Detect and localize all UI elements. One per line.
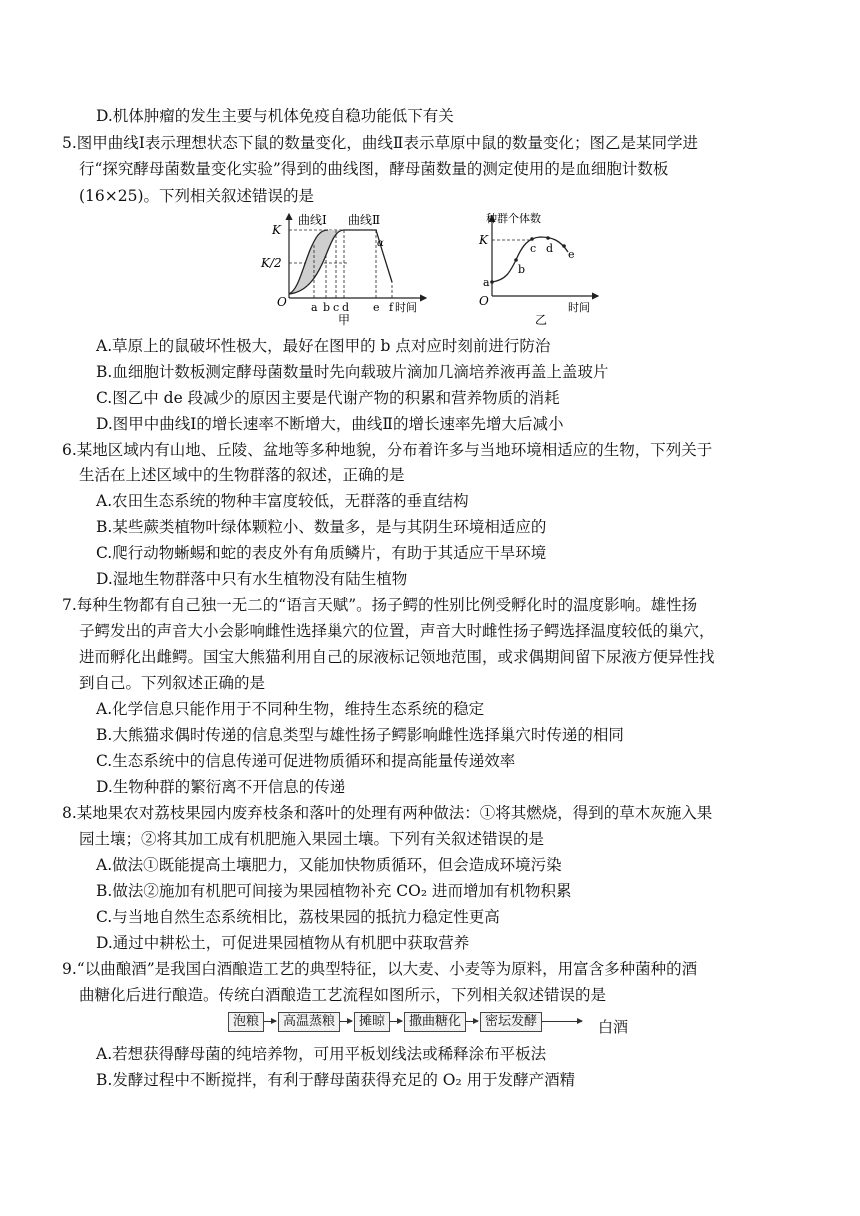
q7-option-c: C.生态系统中的信息传递可促进物质循环和提高能量传递效率 bbox=[96, 752, 516, 770]
flow-arrow-4 bbox=[466, 1021, 478, 1022]
fig-yi-x-axis-label: 时间 bbox=[568, 301, 590, 314]
fig-jia-k2-label: K/2 bbox=[261, 256, 282, 270]
flow-step-3: 摊晾 bbox=[354, 1012, 390, 1032]
figure-yi bbox=[470, 210, 600, 328]
flow-arrow-5 bbox=[542, 1021, 582, 1022]
prev-question-option-d: D.机体肿瘤的发生主要与机体免疫自稳功能低下有关 bbox=[96, 107, 454, 125]
fig-yi-point-d: d bbox=[546, 242, 554, 255]
q8-option-d: D.通过中耕松土，可促进果园植物从有机肥中获取营养 bbox=[96, 934, 470, 952]
flow-arrow-1 bbox=[264, 1021, 276, 1022]
q5-option-d: D.图甲中曲线Ⅰ的增长速率不断增大，曲线Ⅱ的增长速率先增大后减小 bbox=[96, 415, 564, 433]
q6-stem-line-2: 生活在上述区域中的生物群落的叙述，正确的是 bbox=[79, 466, 405, 484]
fig-jia-tick-c: c bbox=[333, 301, 340, 314]
q9-option-a: A.若想获得酵母菌的纯培养物，可用平板划线法或稀释涂布平板法 bbox=[96, 1045, 547, 1063]
q6-stem-line-1: 6.某地区域内有山地、丘陵、盆地等多种地貌，分布着许多与当地环境相适应的生物，下列关于 bbox=[62, 441, 713, 459]
flow-arrow-3 bbox=[390, 1021, 402, 1022]
fig-yi-y-axis-label: 种群个体数 bbox=[486, 212, 541, 225]
q5-option-a: A.草原上的鼠破坏性极大，最好在图甲的 b 点对应时刻前进行防治 bbox=[96, 337, 551, 355]
q7-stem-line-1: 7.每种生物都有自己独一无二的“语言天赋”。扬子鳄的性别比例受孵化时的温度影响。雄性扬 bbox=[62, 596, 698, 614]
q9-stem-line-1: 9.“以曲酿酒”是我国白酒酿造工艺的典型特征，以大麦、小麦等为原料，用富含多种菌种的酒 bbox=[62, 960, 698, 978]
q5-stem-line-3: (16×25)。下列相关叙述错误的是 bbox=[79, 187, 315, 205]
q7-stem-line-4: 到自己。下列叙述正确的是 bbox=[79, 674, 266, 692]
fig-jia-caption: 甲 bbox=[338, 313, 351, 327]
flow-step-5: 密坛发酵 bbox=[480, 1012, 542, 1032]
fig-jia-origin-label: O bbox=[277, 295, 287, 309]
fig-yi-caption: 乙 bbox=[535, 313, 548, 327]
figure-jia bbox=[258, 210, 428, 328]
q6-option-a: A.农田生态系统的物种丰富度较低，无群落的垂直结构 bbox=[96, 492, 469, 510]
flow-step-2: 高温蒸粮 bbox=[278, 1012, 340, 1032]
fig-jia-k-label: K bbox=[272, 223, 281, 237]
fig-jia-tick-a: a bbox=[311, 301, 318, 314]
q5-option-b: B.血细胞计数板测定酵母菌数量时先向载玻片滴加几滴培养液再盖上盖玻片 bbox=[96, 363, 609, 381]
fig-yi-point-c: c bbox=[530, 242, 537, 255]
q7-stem-line-3: 进而孵化出雌鳄。国宝大熊猫利用自己的尿液标记领地范围，或求偶期间留下尿液方便异性找 bbox=[79, 648, 715, 666]
q7-option-b: B.大熊猫求偶时传递的信息类型与雄性扬子鳄影响雌性选择巢穴时传递的相同 bbox=[96, 726, 624, 744]
fig-yi-point-b: b bbox=[518, 263, 526, 276]
fig-jia-alpha-label: α bbox=[377, 238, 384, 249]
fig-jia-curve2-label: 曲线Ⅱ bbox=[348, 213, 381, 227]
flow-arrow-2 bbox=[340, 1021, 352, 1022]
q8-stem-line-1: 8.某地果农对荔枝果园内废弃枝条和落叶的处理有两种做法：①将其燃烧，得到的草木灰施入果 bbox=[62, 804, 713, 822]
q9-option-b: B.发酵过程中不断搅拌，有利于酵母菌获得充足的 O₂ 用于发酵产酒精 bbox=[96, 1071, 576, 1089]
q8-option-b: B.做法②施加有机肥可间接为果园植物补充 CO₂ 进而增加有机物积累 bbox=[96, 882, 572, 900]
q7-stem-line-2: 子鳄发出的声音大小会影响雌性选择巢穴的位置，声音大时雌性扬子鳄选择温度较低的巢穴， bbox=[79, 622, 715, 640]
q6-option-b: B.某些蕨类植物叶绿体颗粒小、数量多，是与其阴生环境相适应的 bbox=[96, 518, 547, 536]
fig-jia-curve1-label: 曲线Ⅰ bbox=[298, 213, 327, 227]
fig-yi-point-a: a bbox=[483, 276, 490, 289]
q9-stem-line-2: 曲糖化后进行酿造。传统白酒酿造工艺流程如图所示，下列相关叙述错误的是 bbox=[79, 986, 607, 1004]
q5-stem-line-1: 5.图甲曲线Ⅰ表示理想状态下鼠的数量变化，曲线Ⅱ表示草原中鼠的数量变化；图乙是某同学进 bbox=[62, 134, 698, 152]
fig-jia-tick-e: e bbox=[373, 301, 380, 314]
fig-jia-x-axis-label: 时间 bbox=[395, 301, 417, 314]
q6-option-c: C.爬行动物蜥蜴和蛇的表皮外有角质鳞片，有助于其适应干旱环境 bbox=[96, 544, 547, 562]
q6-option-d: D.湿地生物群落中只有水生植物没有陆生植物 bbox=[96, 570, 408, 588]
q7-option-d: D.生物种群的繁衍离不开信息的传递 bbox=[96, 778, 346, 796]
fig-yi-origin-label: O bbox=[479, 294, 489, 308]
q8-option-a: A.做法①既能提高土壤肥力，又能加快物质循环，但会造成环境污染 bbox=[96, 856, 562, 874]
q5-option-c: C.图乙中 de 段减少的原因主要是代谢产物的积累和营养物质的消耗 bbox=[96, 389, 560, 407]
q7-option-a: A.化学信息只能作用于不同种生物，维持生态系统的稳定 bbox=[96, 700, 485, 718]
flow-step-4: 撒曲糖化 bbox=[404, 1012, 466, 1032]
fig-jia-tick-d: d bbox=[342, 301, 350, 314]
fig-jia-tick-b: b bbox=[323, 301, 331, 314]
flow-step-1: 泡粮 bbox=[228, 1012, 264, 1032]
q8-option-c: C.与当地自然生态系统相比，荔枝果园的抵抗力稳定性更高 bbox=[96, 908, 500, 926]
flow-product: 白酒 bbox=[598, 1018, 629, 1036]
fig-jia-tick-f: f bbox=[389, 301, 394, 314]
q5-stem-line-2: 行“探究酵母菌数量变化实验”得到的曲线图，酵母菌数量的测定使用的是血细胞计数板 bbox=[79, 160, 669, 178]
q8-stem-line-2: 园土壤；②将其加工成有机肥施入果园土壤。下列有关叙述错误的是 bbox=[79, 830, 545, 848]
fig-yi-k-label: K bbox=[479, 233, 488, 247]
fig-yi-point-e: e bbox=[568, 248, 575, 261]
